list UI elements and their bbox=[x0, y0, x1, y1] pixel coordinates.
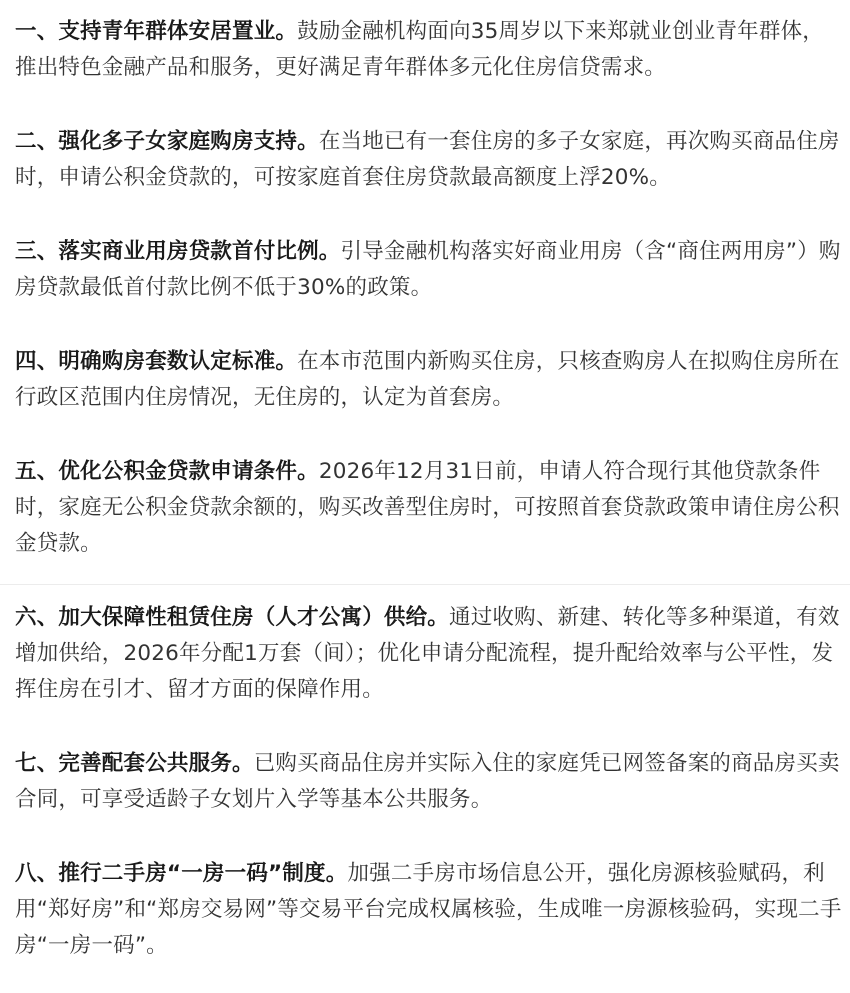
policy-item-text: 引导金融机构落实好商业用房（含“商住两用房”）购房贷款最低首付款比例不低于30%的政策。 bbox=[15, 239, 841, 300]
policy-item-text: 加强二手房市场信息公开，强化房源核验赋码，利用“郑好房”和“郑房交易网”等交易平台完成权属核验，生成唯一房源核验码，实现二手房“一房一码”。 bbox=[15, 861, 842, 958]
policy-item-heading: 八、推行二手房“一房一码”制度。 bbox=[15, 861, 348, 886]
policy-item-5 bbox=[15, 454, 845, 562]
policy-item-7 bbox=[15, 746, 845, 818]
policy-item-1 bbox=[15, 14, 845, 86]
policy-item-heading: 三、落实商业用房贷款首付比例。 bbox=[15, 239, 341, 264]
policy-item-8 bbox=[15, 856, 845, 964]
policy-item-heading: 七、完善配套公共服务。 bbox=[15, 751, 254, 776]
policy-item-heading: 二、强化多子女家庭购房支持。 bbox=[15, 129, 319, 154]
section-divider bbox=[0, 584, 850, 585]
policy-item-text: 2026年12月31日前，申请人符合现行其他贷款条件时，家庭无公积金贷款余额的，购买改善型住房时，可按照首套贷款政策申请住房公积金贷款。 bbox=[15, 459, 840, 556]
policy-item-4 bbox=[15, 344, 845, 416]
policy-item-6 bbox=[15, 600, 845, 708]
policy-item-heading: 六、加大保障性租赁住房（人才公寓）供给。 bbox=[15, 605, 450, 630]
policy-item-text: 在本市范围内新购买住房，只核查购房人在拟购住房所在行政区范围内住房情况，无住房的，认定为首套房。 bbox=[15, 349, 840, 410]
policy-item-heading: 四、明确购房套数认定标准。 bbox=[15, 349, 298, 374]
policy-item-text: 通过收购、新建、转化等多种渠道，有效增加供给，2026年分配1万套（间）；优化申请分配流程，提升配给效率与公平性，发挥住房在引才、留才方面的保障作用。 bbox=[15, 605, 840, 702]
policy-item-text: 鼓励金融机构面向35周岁以下来郑就业创业青年群体，推出特色金融产品和服务，更好满足青年群体多元化住房信贷需求。 bbox=[15, 19, 824, 80]
policy-item-3 bbox=[15, 234, 845, 306]
policy-item-heading: 五、优化公积金贷款申请条件。 bbox=[15, 459, 319, 484]
policy-item-2 bbox=[15, 124, 845, 196]
policy-item-text: 在当地已有一套住房的多子女家庭，再次购买商品住房时，申请公积金贷款的，可按家庭首套住房贷款最高额度上浮20%。 bbox=[15, 129, 840, 190]
policy-item-text: 已购买商品住房并实际入住的家庭凭已网签备案的商品房买卖合同，可享受适龄子女划片入学等基本公共服务。 bbox=[15, 751, 840, 812]
policy-item-heading: 一、支持青年群体安居置业。 bbox=[15, 19, 298, 44]
